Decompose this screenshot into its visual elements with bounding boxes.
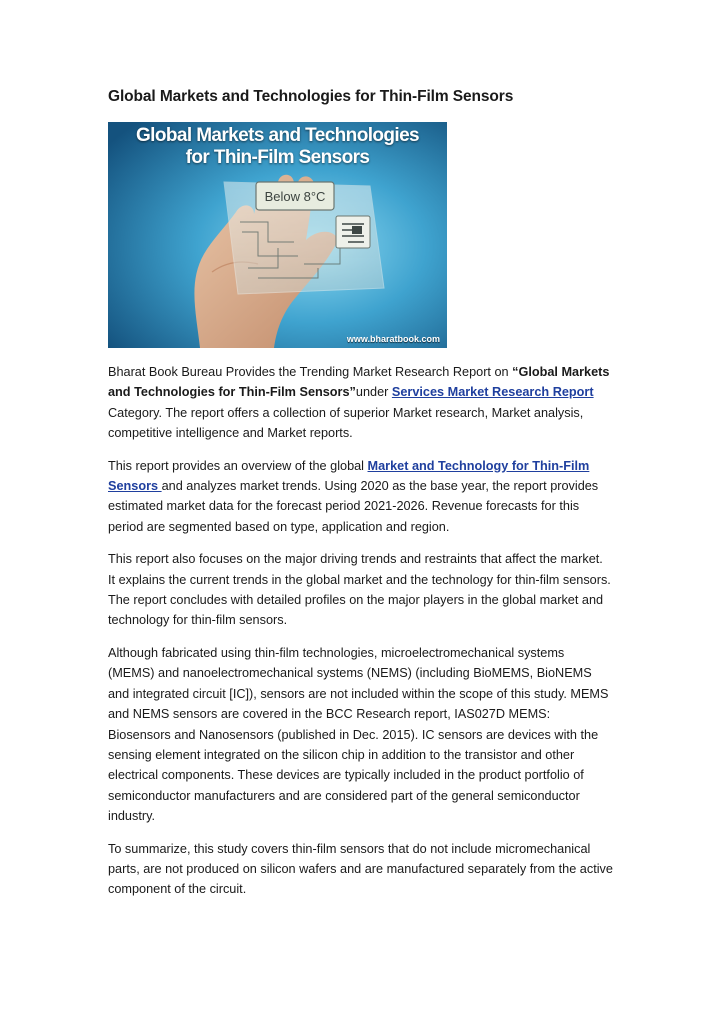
p1-report-name: “Global Markets and Technologies for Thin-Film Sensors”: [108, 365, 610, 400]
p1-under: under: [355, 385, 392, 400]
document-body: [108, 362, 613, 912]
paragraph-summary: To summarize, this study covers thin-film sensors that do not include micromechanical parts, are not produced on silicon wafers and are manufactured separately from the active component of the circuit.: [108, 841, 613, 897]
thin-film-sensor-graphic: [224, 182, 384, 294]
p2-tail: and analyzes market trends. Using 2020 as the base year, the report provides estimated market data for the forecast period 2021-2026. Revenue forecasts for this period are segmented based on type, application and region.: [108, 479, 599, 534]
paragraph-overview: [108, 456, 613, 538]
paragraph-scope: Although fabricated using thin-film technologies, microelectromechanical systems (MEMS) and nanoelectromechanical systems (NEMS) (including BioMEMS, BioNEMS and integrated circuit [IC]), sensors are not included within the scope of this study. MEMS and NEMS sensors are covered in the BCC Research report, IAS027D MEMS: Biosensors and Nanosensors (published in Dec. 2015). IC sensors are devices with the sensing element integrated on the silicon chip in addition to the transistor and other electrical components. These devices are typically included in the product portfolio of semiconductor manufacturers and are considered part of the general semiconductor industry.: [108, 645, 609, 824]
sensor-display-text: Below 8°C: [264, 189, 326, 204]
paragraph-trends: This report also focuses on the major driving trends and restraints that affect the market. It explains the current trends in the global market and the technology for thin-film sensors. The report concludes with detailed profiles on the major players in the global market and technology for thin-film sensors.: [108, 552, 611, 628]
market-technology-thin-film-sensors-link[interactable]: Market and Technology for Thin-Film Sensors: [108, 458, 590, 494]
hero-title-line1: Global Markets and Technologies: [136, 125, 419, 146]
p1-tail: Category. The report offers a collection of superior Market research, Market analysis, competitive intelligence and Market reports.: [108, 405, 584, 441]
p1-lead: Bharat Book Bureau Provides the Trending Market Research Report on: [108, 365, 513, 379]
paragraph-intro: [108, 362, 613, 444]
document-title: Global Markets and Technologies for Thin-Film Sensors: [108, 88, 514, 105]
p2-lead: This report provides an overview of the global: [108, 458, 368, 473]
hero-watermark: www.bharatbook.com: [346, 334, 440, 344]
hero-image: [108, 122, 447, 348]
services-market-research-report-link[interactable]: Services Market Research Report: [391, 385, 594, 400]
hero-title-line2: for Thin-Film Sensors: [185, 147, 370, 168]
